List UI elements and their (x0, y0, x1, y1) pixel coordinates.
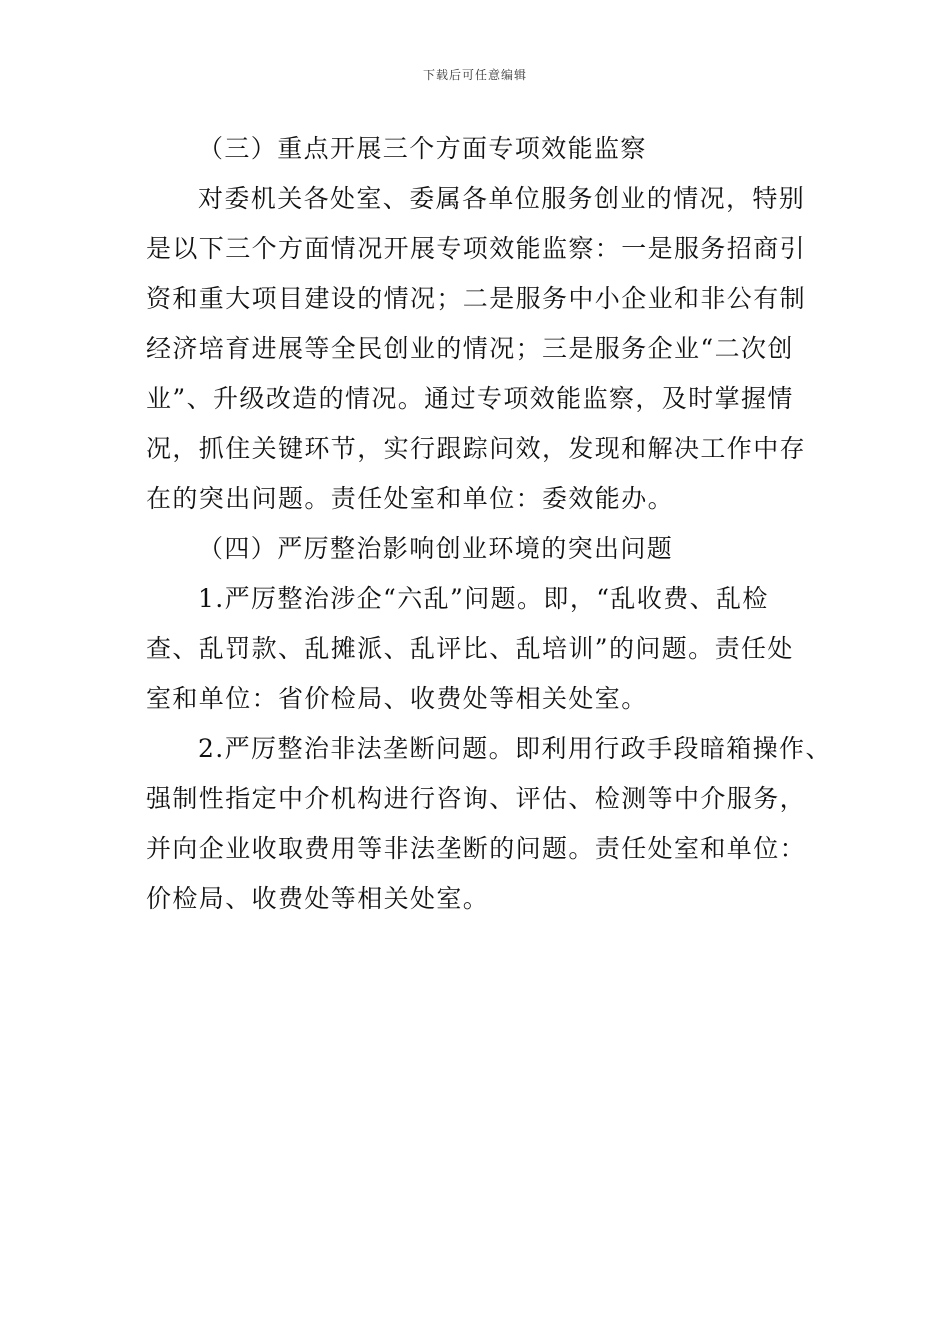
paragraph-line: 资和重大项目建设的情况；二是服务中小企业和非公有制 (146, 284, 807, 313)
list-item-2-line: 2.严厉整治非法垄断问题。即利用行政手段暗箱操作、 (198, 734, 832, 763)
document-body (146, 124, 832, 924)
list-item-2-line: 强制性指定中介机构进行咨询、评估、检测等中介服务， (146, 784, 807, 813)
section-heading-4: （四）严厉整治影响创业环境的突出问题 (198, 534, 674, 563)
list-item-1-line: 1.严厉整治涉企“六乱”问题。即，“乱收费、乱检 (198, 584, 769, 613)
list-item-1-line: 室和单位：省价检局、收费处等相关处室。 (146, 684, 648, 713)
section-heading-3: （三）重点开展三个方面专项效能监察 (198, 134, 647, 163)
paragraph-line: 对委机关各处室、委属各单位服务创业的情况，特别 (198, 184, 806, 213)
list-item-2-line: 价检局、收费处等相关处室。 (146, 884, 490, 913)
paragraph-line: 经济培育进展等全民创业的情况；三是服务企业“二次创 (146, 334, 794, 363)
paragraph-line: 业”、升级改造的情况。通过专项效能监察，及时掌握情 (146, 384, 794, 413)
list-item-1-line: 查、乱罚款、乱摊派、乱评比、乱培训”的问题。责任处 (146, 634, 794, 663)
paragraph-line: 况，抓住关键环节，实行跟踪问效，发现和解决工作中存 (146, 434, 807, 463)
paragraph-line: 是以下三个方面情况开展专项效能监察：一是服务招商引 (146, 234, 807, 263)
paragraph-line: 在的突出问题。责任处室和单位：委效能办。 (146, 484, 675, 513)
header-note: 下载后可任意编辑 (422, 68, 527, 82)
list-item-2-line: 并向企业收取费用等非法垄断的问题。责任处室和单位： (146, 834, 807, 863)
